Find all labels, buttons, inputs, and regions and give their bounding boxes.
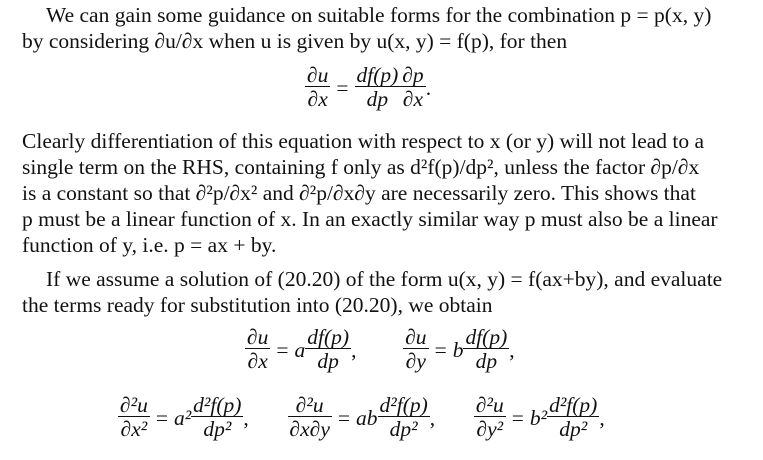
eq2-du-dx: $\frac{\partial u}{\partial x}$ (247, 325, 269, 373)
para2-line5: function of y, i.e. p = ax + by. (22, 233, 277, 257)
para3-line1: If we assume a solution of (20.20) of the form u(x, y) = f(ax+by), and evaluate (46, 267, 723, 291)
equation-1: $\frac{\partial u}{\partial x}$ = $\frac{df(p)}{dp}$ $\frac{\partial p}{\partial x}$ . (307, 63, 432, 111)
para2-line1: Clearly differentiation of this equation with respect to x (or y) will not lead to a (22, 129, 705, 153)
para2-line3: is a constant so that ∂²p/∂x² and ∂²p/∂x∂y are necessarily zero. This shows that (22, 181, 696, 205)
eq3-d2u-dx2: $\frac{\text{∂²u}}{\text{∂x²}}$ (120, 393, 148, 441)
para1-line1: We can gain some guidance on suitable forms for the combination p = p(x, y) (46, 3, 712, 27)
para2-line2: single term on the RHS, containing f only as d²f(p)/dp², unless the factor ∂p/∂x (22, 155, 700, 179)
eq2-du-dy: $\frac{\partial u}{\partial y}$ (405, 325, 427, 373)
para3-line2: the terms ready for substitution into (20.20), we obtain (22, 293, 493, 317)
equation-3: $\frac{\text{∂²u}}{\text{∂x²}}$ = a² $\frac{\text{d²f(p)}}{\text{dp²}}$ , $\frac{\text{∂²u}}{\partial x\partial y}$ = ab $\frac{\text{d²f(p)}}{\text{dp²}}$ , $\frac{\text{∂²u}}{\text{∂y²}}$ = b² $\frac{\text{d²f(p)}}{\text{dp²}}$ , (120, 393, 605, 441)
equation-2: $\frac{\partial u}{\partial x}$ = a $\frac{df(p)}{dp}$ , $\frac{\partial u}{\partial y}$ = b $\frac{df(p)}{dp}$ , (247, 325, 515, 373)
para1-line2: by considering ∂u/∂x when u is given by u(x, y) = f(p), for then (22, 29, 568, 53)
eq3-d2u-dy2: $\frac{\text{∂²u}}{\text{∂y²}}$ (475, 393, 504, 441)
para2-line4: p must be a linear function of x. In an exactly similar way p must also be a linear (22, 207, 718, 231)
eq1-lhs-fraction: $\frac{\partial u}{\partial x}$ (307, 63, 329, 111)
eq1-rhs-fraction-2: $\frac{\partial p}{\partial x}$ (402, 63, 424, 111)
eq3-d2u-dxdy: $\frac{\text{∂²u}}{\partial x\partial y}$ (289, 393, 330, 441)
eq1-rhs-fraction-1: $\frac{df(p)}{dp}$ (356, 63, 399, 111)
